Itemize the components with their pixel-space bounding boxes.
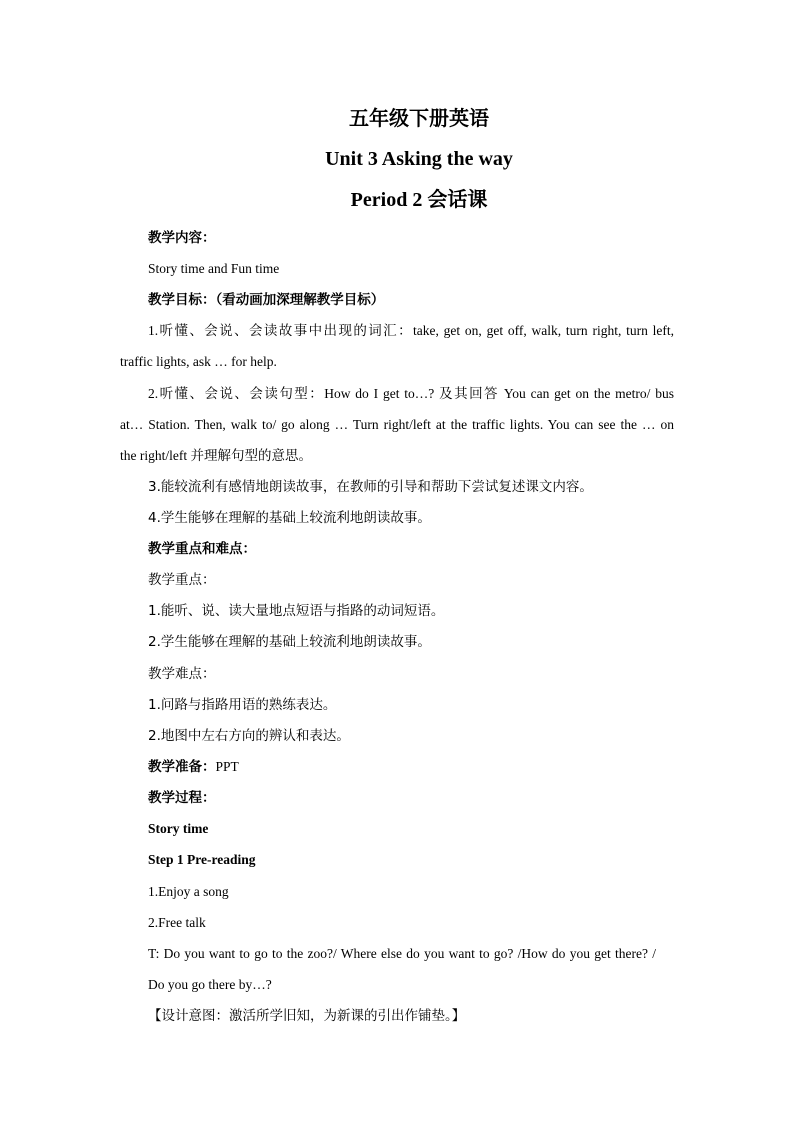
preparation-row: [148, 758, 239, 776]
objective-2-line-1: 2.听懂、会说、会读句型：How do I get to…? 及其回答 You can get on the metro/ bus: [148, 386, 674, 401]
difficulty-label: 教学难点：: [148, 666, 216, 682]
objective-1-line-2: traffic lights, ask … for help.: [120, 354, 277, 369]
process-step: Step 1 Pre-reading: [148, 852, 256, 867]
focus-label: 教学重点：: [148, 572, 216, 588]
period-title: Period 2 会话课: [350, 189, 488, 211]
dialog-line-1: T: Do you want to go to the zoo?/ Where else do you want to go? /How do you get there? /: [148, 946, 656, 961]
unit-title: Unit 3 Asking the way: [325, 148, 513, 170]
design-intent: 【设计意图：激活所学旧知，为新课的引出作铺垫。】: [148, 1008, 466, 1024]
process-heading: 教学过程：: [148, 790, 216, 806]
objective-2-line-2: at… Station. Then, walk to/ go along … Turn right/left at the traffic lights. You can see the … on: [120, 417, 674, 432]
content-heading: 教学内容：: [148, 230, 216, 246]
process-section: Story time: [148, 821, 209, 836]
difficulty-item-2: 2.地图中左右方向的辨认和表达。: [148, 728, 350, 744]
objective-2-line-3: the right/left 并理解句型的意思。: [120, 448, 312, 463]
preparation-heading: 教学准备：: [148, 759, 216, 775]
objective-4: 4.学生能够在理解的基础上较流利地朗读故事。: [148, 510, 431, 526]
process-item-2: 2.Free talk: [148, 915, 206, 930]
difficulty-item-1: 1.问路与指路用语的熟练表达。: [148, 697, 337, 713]
grade-title: 五年级下册英语: [349, 106, 489, 130]
objective-1-line-1: 1.听懂、会说、会读故事中出现的词汇：take, get on, get off, walk, turn right, turn left,: [148, 323, 674, 338]
key-points-heading: 教学重点和难点：: [148, 541, 256, 557]
focus-item-2: 2.学生能够在理解的基础上较流利地朗读故事。: [148, 634, 431, 650]
content-text: Story time and Fun time: [148, 261, 280, 276]
objectives-heading: 教学目标：（看动画加深理解教学目标）: [148, 292, 385, 308]
dialog-line-2: Do you go there by…?: [148, 977, 272, 992]
process-item-1: 1.Enjoy a song: [148, 884, 229, 899]
preparation-value: PPT: [215, 759, 239, 774]
objective-3: 3.能较流利有感情地朗读故事，在教师的引导和帮助下尝试复述课文内容。: [148, 479, 593, 495]
focus-item-1: 1.能听、说、读大量地点短语与指路的动词短语。: [148, 603, 445, 619]
